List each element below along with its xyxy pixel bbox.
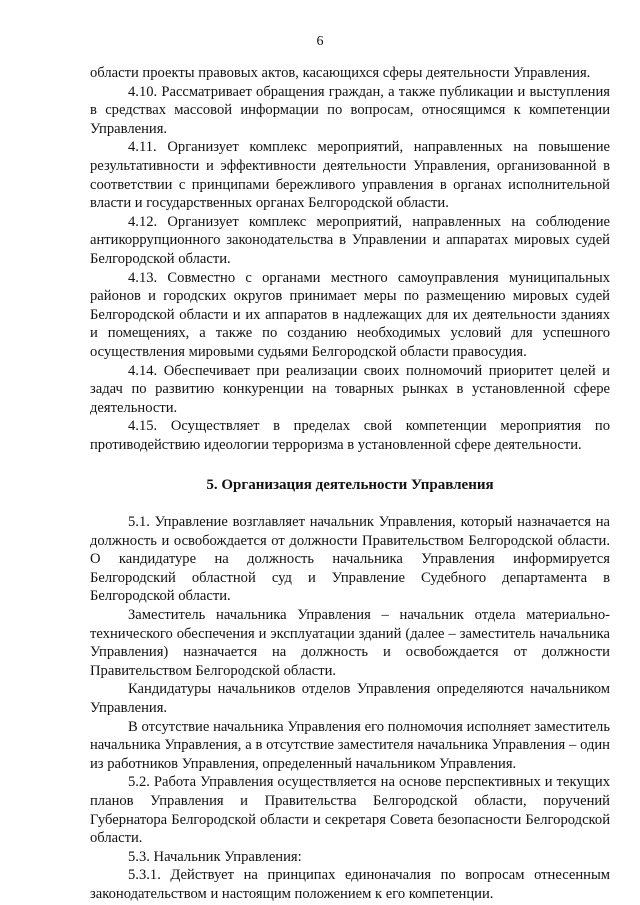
- paragraph: 5.3. Начальник Управления:: [128, 848, 302, 865]
- paragraph: 5.3.1. Действует на принципах единоначалия по вопросам отнесенным законодательством и настоящим положением к его компетенции.: [90, 867, 610, 902]
- paragraph: 5.1. Управление возглавляет начальник Управления, который назначается на должность и освобождается от должности Правительством Белгородской области. О кандидатуре на должность начальника Управления информируется Белгородский областной суд и Управление Судебного департамента в Белгородской области.: [90, 514, 610, 605]
- paragraph: 4.12. Организует комплекс мероприятий, направленных на соблюдение антикоррупционного законодательства в Управлении и аппаратах мировых судей Белгородской области.: [90, 213, 610, 267]
- paragraph: 4.15. Осуществляет в пределах свой компетенции мероприятия по противодействию идеологии терроризма в установленной сфере деятельности.: [90, 418, 610, 453]
- paragraph: 5.2. Работа Управления осуществляется на основе перспективных и текущих планов Управления и Правительства Белгородской области, поручений Губернатора Белгородской области и секретаря Совета безопасности Белгородской области.: [90, 774, 610, 847]
- paragraph: Заместитель начальника Управления – начальник отдела материально-технического обеспечения и эксплуатации зданий (далее – заместитель начальника Управления) назначается на должность и освобождается от должности Правительством Белгородской области.: [90, 607, 610, 679]
- paragraph: области проекты правовых актов, касающихся сферы деятельности Управления.: [90, 65, 591, 81]
- paragraph: 4.14. Обеспечивает при реализации своих полномочий приоритет целей и задач по развитию конкуренции на товарных рынках в установленной сфере деятельности.: [90, 362, 610, 416]
- paragraph: 4.13. Совместно с органами местного самоуправления муниципальных районов и городских округов принимает меры по размещению мировых судей Белгородской области и их аппаратов в надлежащих для их деятельности зданиях и помещениях, а также по созданию необходимых условий для успешного осуществления мировыми судьями Белгородской области правосудия.: [90, 269, 610, 360]
- document-body: [90, 64, 610, 904]
- paragraph: Кандидатуры начальников отделов Управления определяются начальником Управления.: [90, 681, 610, 716]
- paragraph: 4.10. Рассматривает обращения граждан, а также публикации и выступления в средствах массовой информации по вопросам, относящимся к компетенции Управления.: [90, 83, 610, 137]
- paragraph: В отсутствие начальника Управления его полномочия исполняет заместитель начальника Управления, а в отсутствие заместителя начальника Управления – один из работников Управления, определенный начальником Управления.: [90, 718, 610, 772]
- paragraph: 4.11. Организует комплекс мероприятий, направленных на повышение результативности и эффективности деятельности Управления, организованной в соответствии с принципами бережливого управления в органах исполнительной власти и государственных органах Белгородской области.: [90, 139, 610, 212]
- page-number: 6: [316, 34, 324, 49]
- section-heading: 5. Организация деятельности Управления: [206, 477, 494, 494]
